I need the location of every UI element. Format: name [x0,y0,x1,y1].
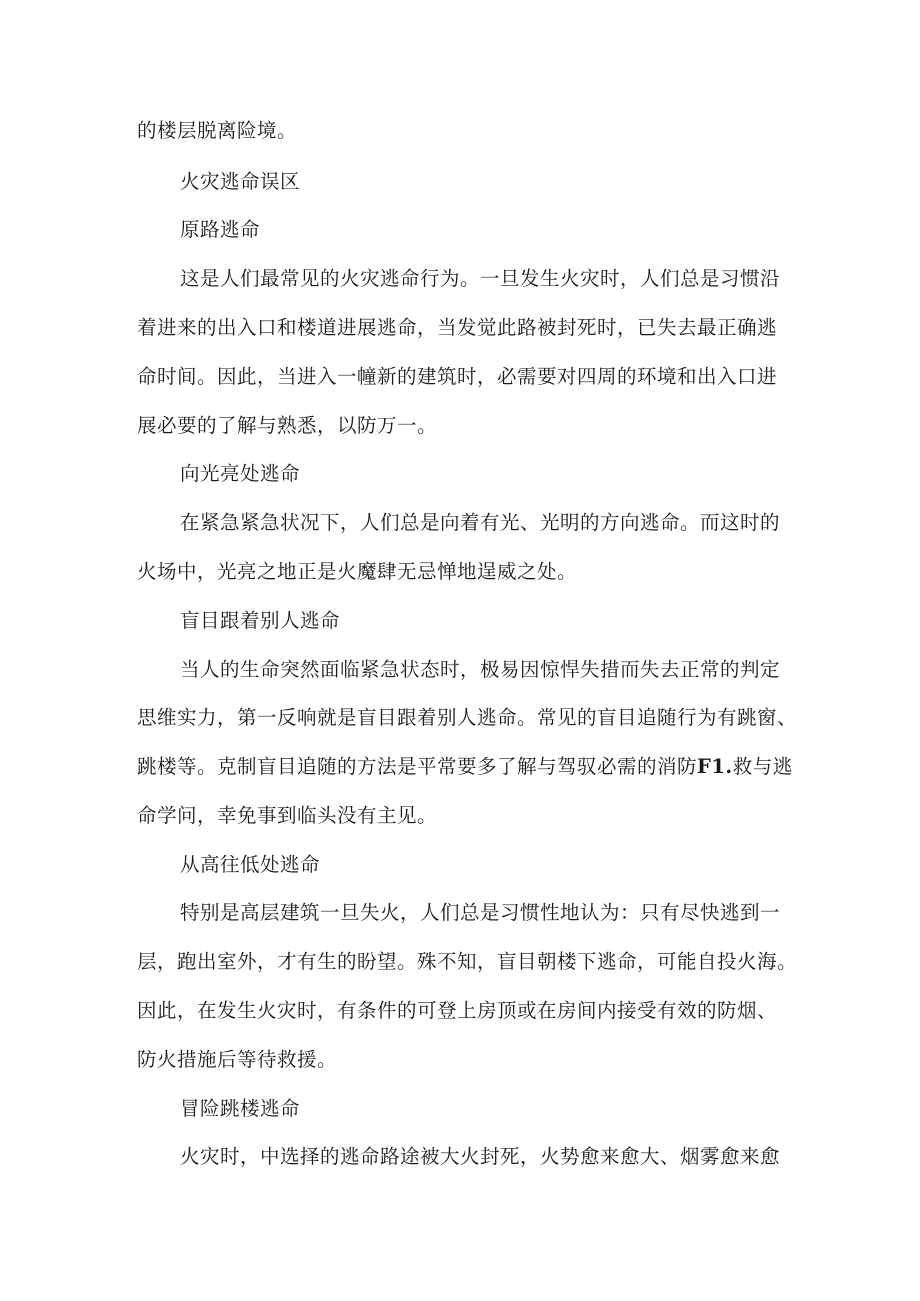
subsection-heading: 盲目跟着别人逃命 [180,609,341,632]
text-line: 这是人们最常见的火灾逃命行为。一旦发生火灾时，人们总是习惯沿 [180,267,781,290]
text-line [137,753,793,781]
text-line: 命学问，幸免事到临头没有主见。 [137,804,438,827]
text-segment: 跳楼等。克制盲目追随的方法是平常要多了解与驾驭必需的消防 [137,755,698,778]
text-line: 火灾时，中选择的逃命路途被大火封死，火势愈来愈大、烟雾愈来愈 [180,1145,781,1168]
bold-code: F1. [697,755,733,778]
text-line: 在紧急紧急状况下，人们总是向着有光、光明的方向逃命。而这时的 [180,511,781,534]
text-line: 的楼层脱离险境。 [137,119,298,142]
text-line: 特别是高层建筑一旦失火，人们总是习惯性地认为：只有尽快逃到一 [180,901,781,924]
text-line: 层，跑出室外，才有生的盼望。殊不知，盲目朝楼下逃命，可能自投火海。 [137,950,798,973]
text-line: 因此，在发生火灾时，有条件的可登上房顶或在房间内接受有效的防烟、 [137,999,778,1022]
subsection-heading: 原路逃命 [180,218,261,241]
text-line: 思维实力，第一反响就是盲目跟着别人逃命。常见的盲目追随行为有跳窗、 [137,706,798,729]
subsection-heading: 向光亮处逃命 [180,462,301,485]
text-line: 着进来的出入口和楼道进展逃命，当发觉此路被封死时，已失去最正确逃 [137,316,778,339]
text-line: 防火措施后等待救援。 [137,1048,338,1071]
text-segment: 救与逃 [732,755,793,778]
text-line: 命时间。因此，当进入一幢新的建筑时，必需要对四周的环境和出入口进 [137,365,778,388]
subsection-heading: 冒险跳楼逃命 [180,1097,301,1120]
subsection-heading: 从高往低处逃命 [180,853,321,876]
text-line: 当人的生命突然面临紧急状态时，极易因惊悍失措而失去正常的判定 [180,658,781,681]
text-line: 展必要的了解与熟悉，以防万一。 [137,414,438,437]
text-line: 火场中，光亮之地正是火魔肆无忌惮地逞威之处。 [137,560,578,583]
section-heading: 火灾逃命误区 [180,170,301,193]
